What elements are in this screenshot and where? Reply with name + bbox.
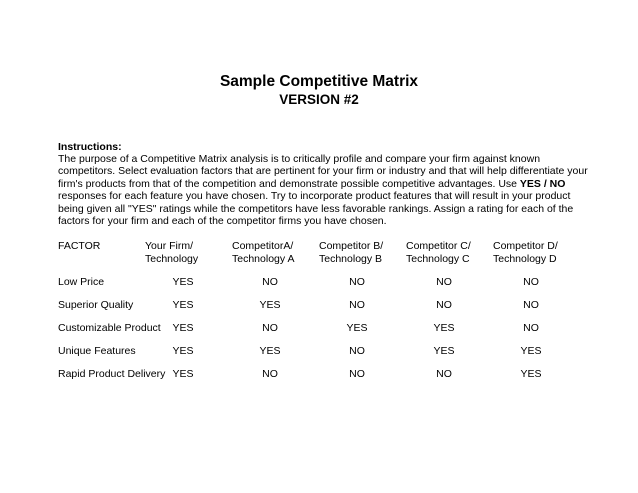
rating-cell: YES [433, 345, 455, 357]
rating-cell: YES [172, 345, 194, 357]
header-your-firm [145, 240, 198, 265]
rating-cell: NO [262, 276, 278, 288]
header-competitor-d [493, 240, 558, 265]
rating-cell: NO [349, 368, 365, 380]
factor-cell: Superior Quality [58, 299, 134, 311]
table-row [58, 299, 598, 322]
header-competitor-a [232, 240, 294, 265]
page-subtitle: VERSION #2 [279, 92, 359, 107]
instructions-text-part2: responses for each feature you have chosen. Try to incorporate product features that will result in your product being given all "YES" ratings while the competitors have less favorable rankings. Assign a rating for each of the factors for your firm and each of the competitor firms you have chosen. [58, 190, 574, 228]
instructions-heading: Instructions: [58, 141, 122, 153]
rating-cell: YES [259, 299, 281, 311]
rating-cell: NO [523, 276, 539, 288]
header-competitor-d-line2: Technology D [493, 252, 557, 265]
rating-cell: NO [436, 368, 452, 380]
rating-cell: NO [349, 345, 365, 357]
rating-cell: YES [172, 299, 194, 311]
rating-cell: YES [172, 322, 194, 334]
header-competitor-a-line1: CompetitorA/ [232, 240, 294, 252]
header-competitor-a-line2: Technology A [232, 252, 295, 265]
rating-cell: NO [523, 299, 539, 311]
header-competitor-b-line1: Competitor B/ [319, 240, 384, 252]
factor-cell: Rapid Product Delivery [58, 368, 166, 380]
rating-cell: NO [349, 299, 365, 311]
header-competitor-c-line2: Technology C [406, 252, 470, 265]
table-header-row [58, 240, 598, 276]
header-competitor-b [319, 240, 383, 265]
rating-cell: YES [520, 368, 542, 380]
header-competitor-c [406, 240, 471, 265]
header-your-firm-line2: Technology [145, 252, 199, 265]
rating-cell: NO [436, 299, 452, 311]
table-row [58, 368, 598, 391]
table-row [58, 276, 598, 299]
competitive-matrix-table [58, 240, 598, 391]
header-competitor-d-line1: Competitor D/ [493, 240, 558, 252]
header-factor-line1: FACTOR [58, 240, 101, 252]
factor-cell: Customizable Product [58, 322, 161, 334]
factor-cell: Unique Features [58, 345, 136, 357]
instructions-text [58, 153, 588, 227]
instructions-text-emphasis: YES / NO [519, 177, 566, 190]
rating-cell: YES [172, 276, 194, 288]
rating-cell: YES [172, 368, 194, 380]
header-factor [58, 240, 100, 253]
rating-cell: NO [436, 276, 452, 288]
header-competitor-c-line1: Competitor C/ [406, 240, 471, 252]
header-your-firm-line1: Your Firm/ [145, 240, 194, 252]
table-row [58, 345, 598, 368]
rating-cell: NO [523, 322, 539, 334]
rating-cell: YES [433, 322, 455, 334]
page-title: Sample Competitive Matrix [219, 73, 419, 90]
rating-cell: NO [349, 276, 365, 288]
instructions-text-part1: The purpose of a Competitive Matrix analysis is to critically profile and compare your firm against known competitors. Select evaluation factors that are pertinent for your firm or industry and that will help differentiate your firm's products from that of the competition and demonstrate possible competitive advantages. Use [58, 153, 588, 190]
table-row [58, 322, 598, 345]
rating-cell: NO [262, 322, 278, 334]
rating-cell: NO [262, 368, 278, 380]
rating-cell: YES [259, 345, 281, 357]
factor-cell: Low Price [58, 276, 105, 288]
rating-cell: YES [346, 322, 368, 334]
header-competitor-b-line2: Technology B [319, 252, 383, 265]
rating-cell: YES [520, 345, 542, 357]
